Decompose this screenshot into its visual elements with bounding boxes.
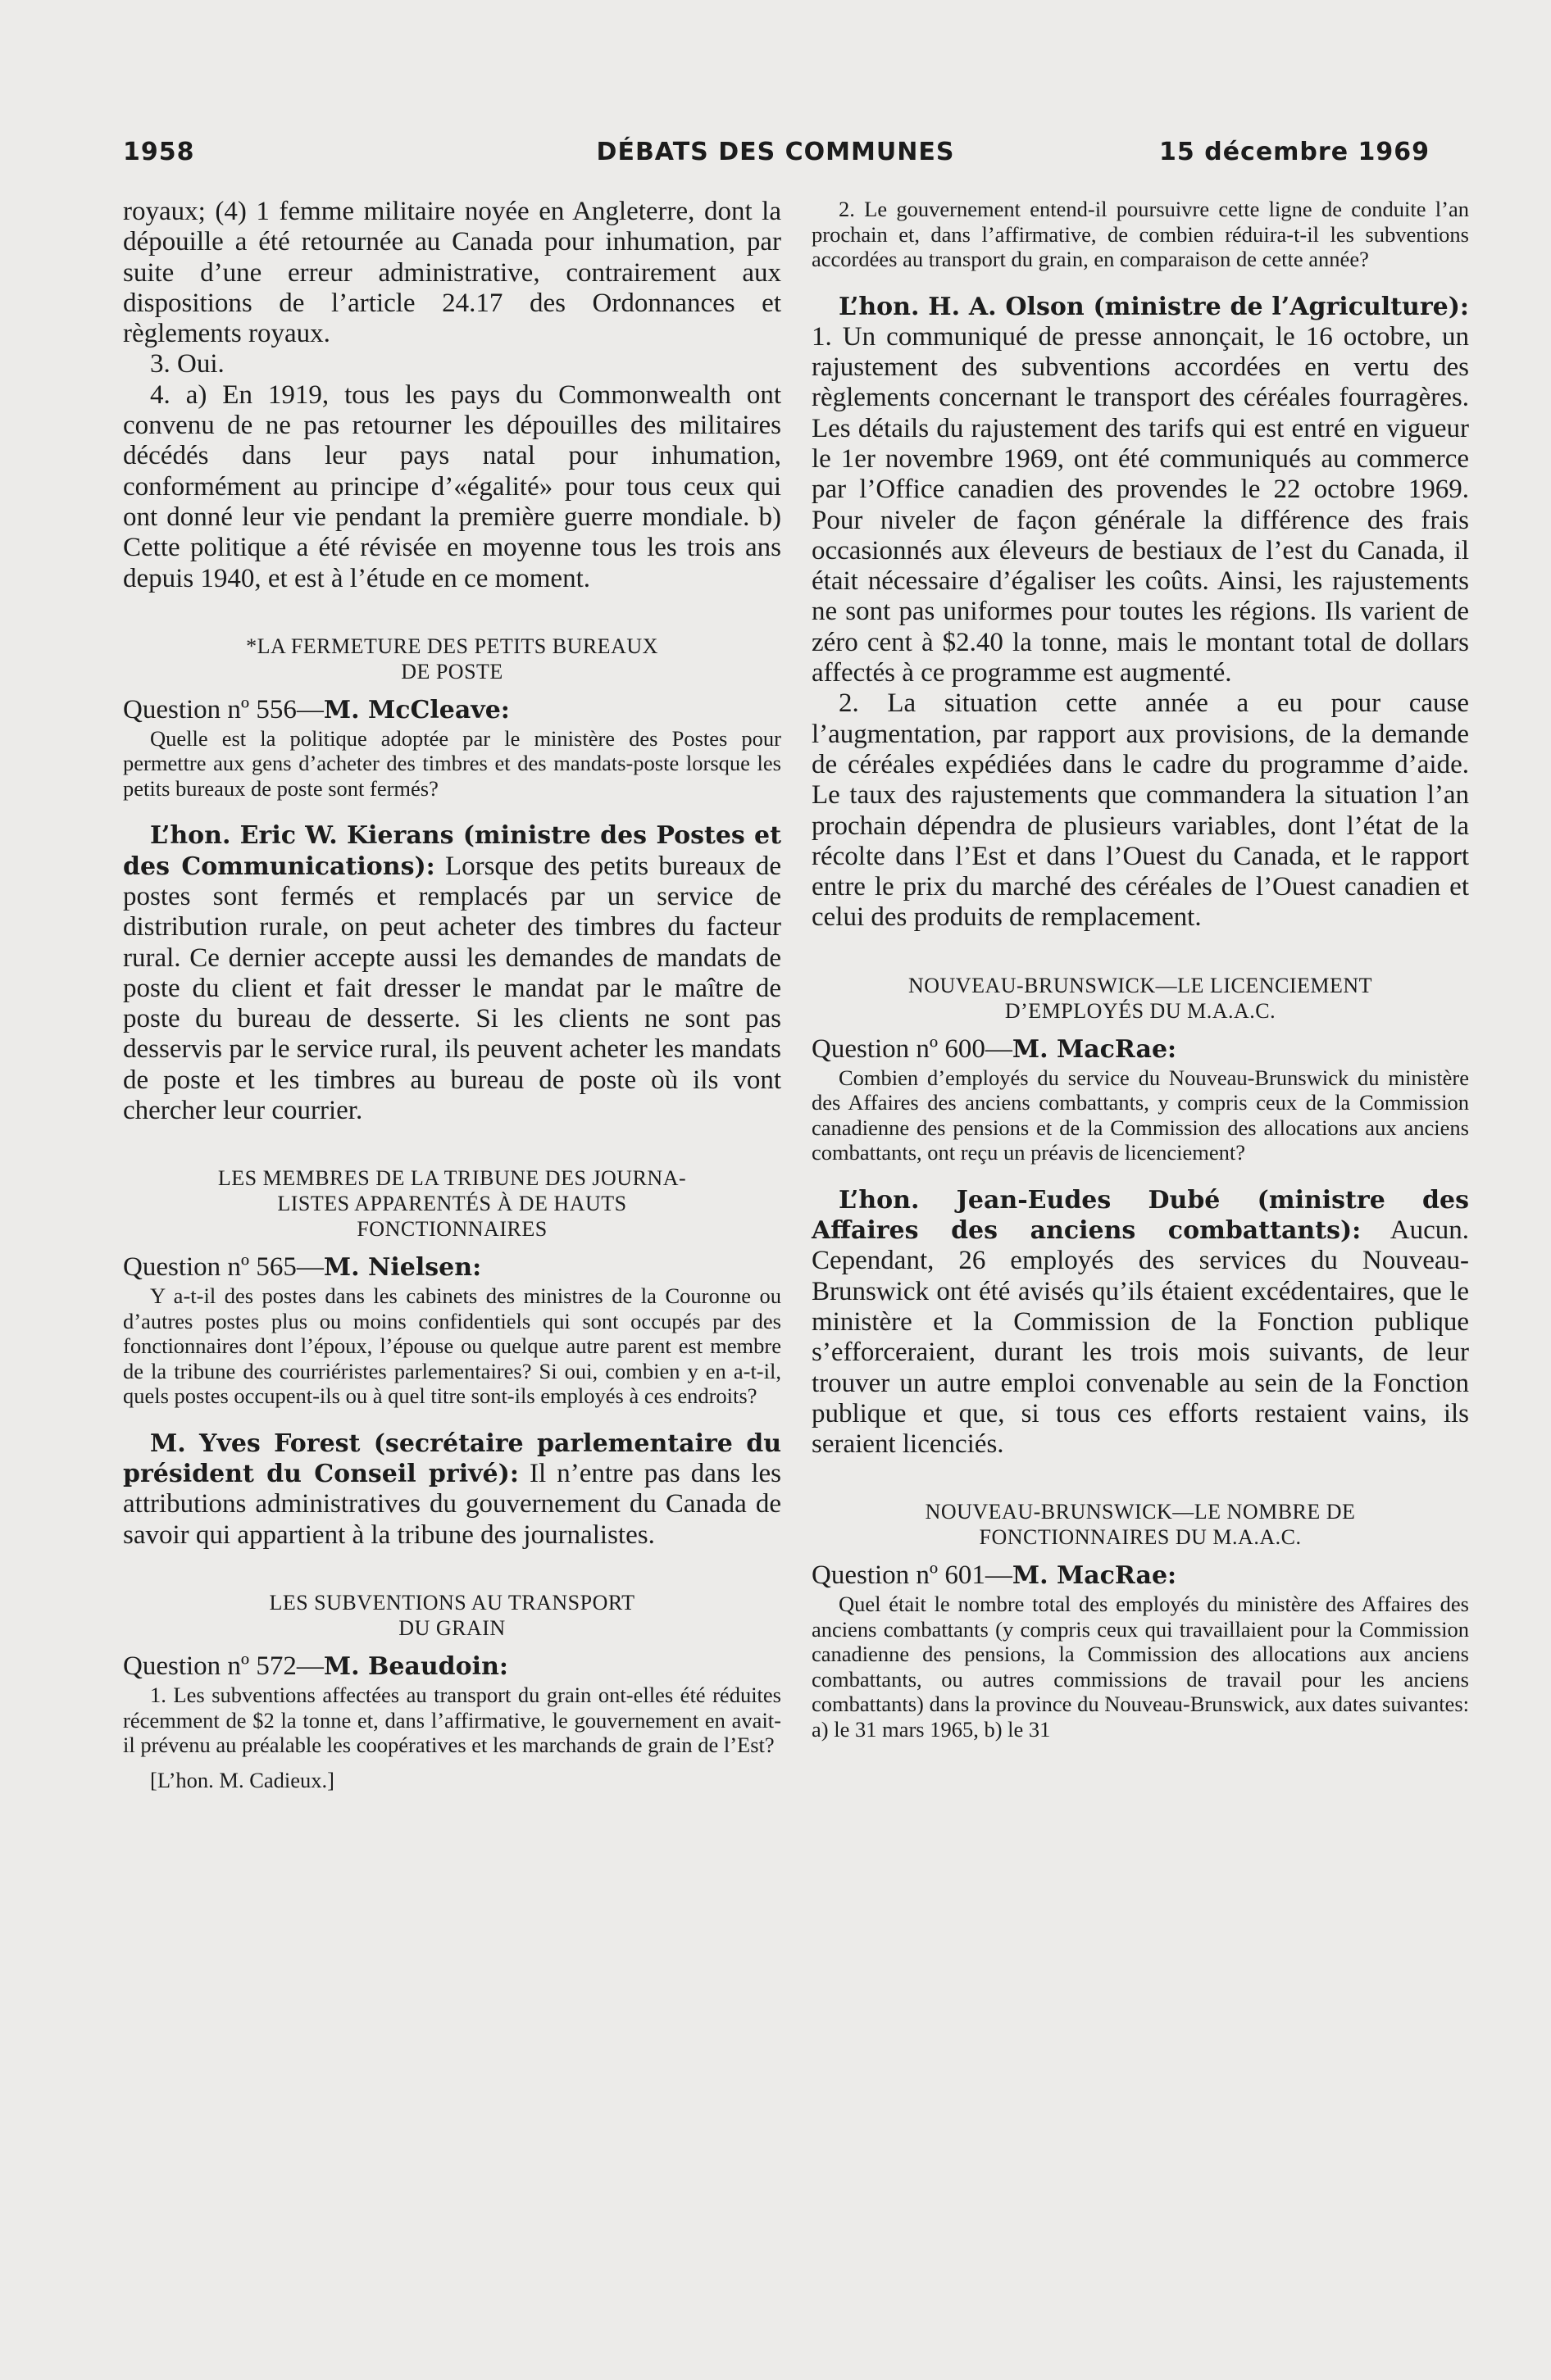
question-text: 2. Le gouvernement entend-il poursuivre cette ligne de conduite l’an prochain et, dans l’affirmative, de combien réduira-t-il les subventions accordées au transport du grain, en comparaison de cette année? xyxy=(812,197,1469,271)
header-date: 15 décembre 1969 xyxy=(1159,138,1430,166)
speaker: L’hon. Eric W. Kierans (ministre des Postes et des Communications): xyxy=(123,821,781,881)
paragraph: 3. Oui. xyxy=(150,349,225,379)
speaker: L’hon. H. A. Olson (ministre de l’Agriculture): xyxy=(839,292,1469,321)
section-heading: LES SUBVENTIONS AU TRANSPORT DU GRAIN xyxy=(269,1591,635,1641)
paragraph: 4. a) En 1919, tous les pays du Commonwealth ont convenu de ne pas retourner les dépouilles des militaires décédés dans leur pays natal pour inhumation, conformément au principe d’«égalité» pour tous ceux qui ont donné leur vie pendant la première guerre mondiale. b) Cette politique a été révisée en moyenne tous les trois ans depuis 1940, et est à l’étude en ce moment. xyxy=(123,379,781,593)
question-text: Quel était le nombre total des employés du ministère des Affaires des anciens combattants (y compris ceux qui travaillaient pour la Commission canadienne des pensions, la Commission des allocations aux anciens combattants, ou autres commissions de travail pour les anciens combattants) dans la province du Nouveau-Brunswick, aux dates suivantes: a) le 31 mars 1965, b) le 31 xyxy=(812,1592,1469,1742)
question-line: Question nº 601—M. MacRae: xyxy=(812,1560,1177,1591)
question-line: Question nº 565—M. Nielsen: xyxy=(123,1252,482,1283)
section-heading: LES MEMBRES DE LA TRIBUNE DES JOURNA- LISTES APPARENTÉS À DE HAUTS FONCTIONNAIRES xyxy=(217,1166,687,1242)
section-heading: NOUVEAU-BRUNSWICK—LE NOMBRE DE FONCTIONNAIRES DU M.A.A.C. xyxy=(925,1500,1356,1550)
question-text: Combien d’employés du service du Nouveau-Brunswick du ministère des Affaires des anciens combattants, y compris ceux de la Commission canadienne des pensions et de la Commission des allocations aux anciens combattants, ont reçu un préavis de licenciement? xyxy=(812,1065,1469,1165)
answer-paragraph: L’hon. Eric W. Kierans (ministre des Postes et des Communications): Lorsque des petits bureaux de postes sont fermés et remplacés par un service de distribution rurale, on peut acheter des timbres du facteur rural. Ce dernier accepte aussi les demandes de mandats de poste du client et fait dresser le mandat par le maître de poste du bureau de desserte. Si les clients ne sont pas desservis par le service rural, ils peuvent acheter les mandats de poste et les timbres au bureau de poste où ils vont chercher leur courrier. xyxy=(123,821,781,1126)
paragraph: 2. La situation cette année a eu pour cause l’augmentation, par rapport aux provisions, de la demande de céréales expédiées dans le cadre du programme d’aide. Le taux des rajustements que commandera la situation l’an prochain dépendra de plusieurs variables, dont l’état de la récolte dans l’Est et dans l’Ouest du Canada, et le rapport entre le prix du marché des céréales de l’Ouest canadien et celui des produits de remplacement. xyxy=(812,688,1469,933)
page-number: 1958 xyxy=(123,138,195,166)
running-title: DÉBATS DES COMMUNES xyxy=(596,138,955,166)
page-note: [L’hon. M. Cadieux.] xyxy=(150,1767,334,1792)
section-heading: *LA FERMETURE DES PETITS BUREAUX DE POSTE xyxy=(246,634,658,684)
question-text: Y a-t-il des postes dans les cabinets des ministres de la Couronne ou d’autres postes plus ou moins confidentiels qui sont occupés par des fonctionnaires dont l’époux, l’épouse ou quelque autre parent est membre de la tribune des courriéristes parlementaires? Si oui, combien y en a-t-il, quels postes occupent-ils ou à quel titre sont-ils employés à ces endroits? xyxy=(123,1283,781,1409)
speaker: L’hon. Jean-Eudes Dubé (ministre des Affaires des anciens combattants): xyxy=(812,1185,1469,1246)
answer-paragraph: L’hon. Jean-Eudes Dubé (ministre des Affaires des anciens combattants): Aucun. Cependant, 26 employés des services du Nouveau-Brunswick ont été avisés qu’ils étaient excédentaires, que le ministère et la Commission de la Fonction publique s’efforceraient, durant les trois mois suivants, de leur trouver un autre emploi convenable au sein de la Fonction publique et que, si tous ces efforts restaient vains, ils seraient licenciés. xyxy=(812,1185,1469,1460)
speaker: M. Yves Forest (secrétaire parlementaire du président du Conseil privé): xyxy=(123,1428,781,1489)
right-column xyxy=(812,197,1469,1742)
answer-paragraph: M. Yves Forest (secrétaire parlementaire du président du Conseil privé): Il n’entre pas dans les attributions administratives du gouvernement du Canada de savoir qui appartient à la tribune des journalistes. xyxy=(123,1428,781,1550)
question-text: 1. Les subventions affectées au transport du grain ont-elles été réduites récemment de $2 la tonne et, dans l’affirmative, le gouvernement en avait-il prévenu au préalable les coopératives et les marchands de grain de l’Est? xyxy=(123,1683,781,1758)
question-text: Quelle est la politique adoptée par le ministère des Postes pour permettre aux gens d’acheter des timbres et des mandats-poste lorsque les petits bureaux de poste sont fermés? xyxy=(123,725,781,801)
section-heading: NOUVEAU-BRUNSWICK—LE LICENCIEMENT D’EMPLOYÉS DU M.A.A.C. xyxy=(907,973,1373,1023)
answer-paragraph: L’hon. H. A. Olson (ministre de l’Agriculture): 1. Un communiqué de presse annonçait, le 16 octobre, un rajustement des subventions accordées en vertu des règlements concernant le transport des céréales fourragères. Les détails du rajustement des tarifs qui est entré en vigueur le 1er novembre 1969, ont été communiqués au commerce par l’Office canadien des provendes le 22 octobre 1969. Pour niveler de façon générale la différence des frais occasionnés aux éleveurs de bestiaux de l’est du Canada, il était nécessaire d’égaliser les coûts. Ainsi, les rajustements ne sont pas uniformes pour toutes les régions. Ils varient de zéro cent à $2.40 la tonne, mais le montant total de dollars affectés à ce programme est augmenté. xyxy=(812,292,1469,688)
question-line: Question nº 600—M. MacRae: xyxy=(812,1033,1177,1064)
left-column xyxy=(123,197,781,1792)
question-line: Question nº 572—M. Beaudoin: xyxy=(123,1651,508,1682)
question-line: Question nº 556—M. McCleave: xyxy=(123,694,510,724)
paragraph: royaux; (4) 1 femme militaire noyée en Angleterre, dont la dépouille a été retournée au Canada pour inhumation, par suite d’une erreur administrative, contrairement aux dispositions de l’article 24.17 des Ordonnances et règlements royaux. xyxy=(123,197,781,349)
